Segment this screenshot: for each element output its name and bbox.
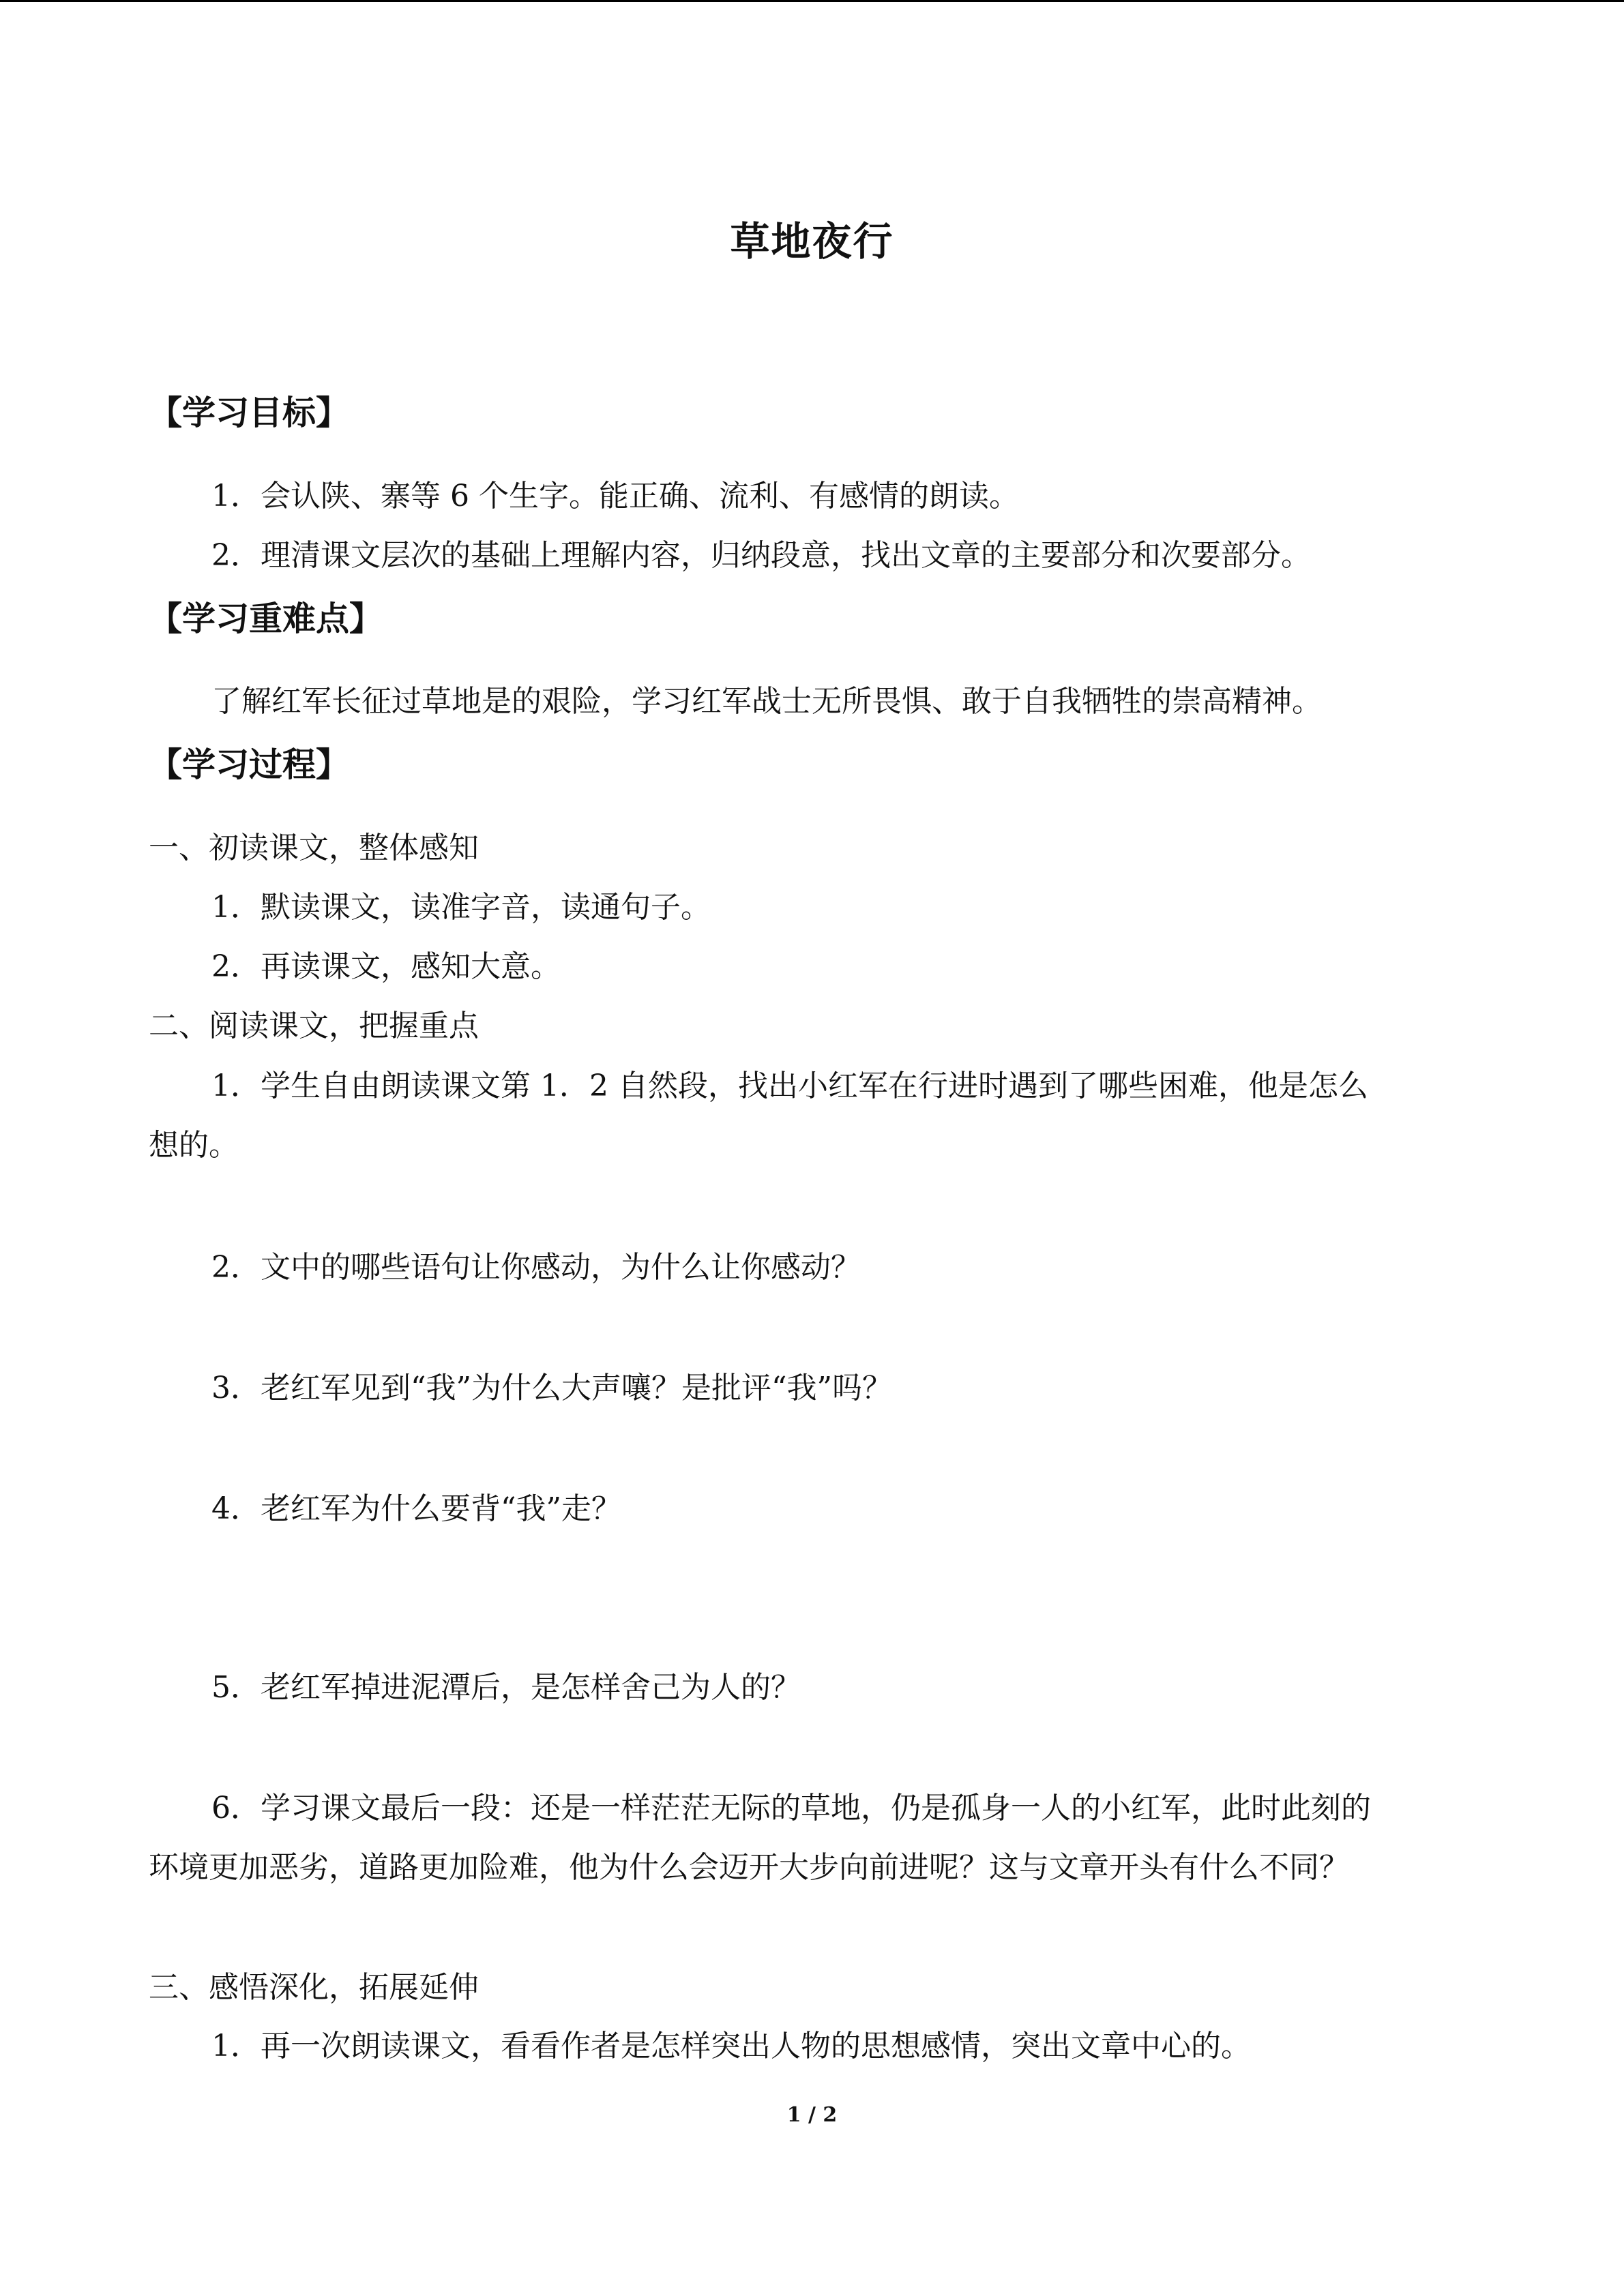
objective-item-1: 1．会认陕、寨等 6 个生字。能正确、流利、有感情的朗读。 bbox=[211, 479, 1019, 513]
part1-title: 一、初读课文，整体感知 bbox=[149, 831, 479, 865]
part2-question-1-line-2: 想的。 bbox=[149, 1128, 239, 1163]
page-number: 1 / 2 bbox=[786, 2103, 838, 2127]
part2-title: 二、阅读课文，把握重点 bbox=[149, 1009, 479, 1043]
part2-question-3: 3．老红军见到“我”为什么大声嚷？是批评“我”吗？ bbox=[211, 1371, 892, 1405]
part2-question-4: 4．老红军为什么要背“我”走？ bbox=[211, 1491, 621, 1526]
part2-question-6-line-1: 6．学习课文最后一段：还是一样茫茫无际的草地，仍是孤身一人的小红军，此时此刻的 bbox=[211, 1791, 1371, 1825]
part3-title: 三、感悟深化，拓展延伸 bbox=[149, 1970, 479, 2005]
part1-item-2: 2．再读课文，感知大意。 bbox=[211, 949, 561, 984]
part2-question-1-line-1: 1．学生自由朗读课文第 1．2 自然段，找出小红军在行进时遇到了哪些困难，他是怎么 bbox=[211, 1069, 1368, 1103]
objectives-heading: 【学习目标】 bbox=[149, 393, 350, 432]
part1-item-1: 1．默读课文，读准字音，读通句子。 bbox=[211, 890, 711, 925]
objective-item-2: 2．理清课文层次的基础上理解内容，归纳段意，找出文章的主要部分和次要部分。 bbox=[211, 538, 1311, 573]
process-heading: 【学习过程】 bbox=[149, 745, 350, 784]
page-title: 草地夜行 bbox=[730, 218, 894, 265]
part2-question-2: 2．文中的哪些语句让你感动，为什么让你感动？ bbox=[211, 1250, 861, 1285]
part2-question-6-line-2: 环境更加恶劣，道路更加险难，他为什么会迈开大步向前进呢？这与文章开头有什么不同？ bbox=[149, 1850, 1349, 1885]
part2-question-5: 5．老红军掉进泥潭后，是怎样舍己为人的？ bbox=[211, 1670, 801, 1705]
part3-item-1: 1．再一次朗读课文，看看作者是怎样突出人物的思想感情，突出文章中心的。 bbox=[211, 2029, 1251, 2063]
key-points-heading: 【学习重难点】 bbox=[149, 599, 383, 638]
key-points-text: 了解红军长征过草地是的艰险，学习红军战士无所畏惧、敢于自我牺牲的崇高精神。 bbox=[211, 684, 1322, 719]
